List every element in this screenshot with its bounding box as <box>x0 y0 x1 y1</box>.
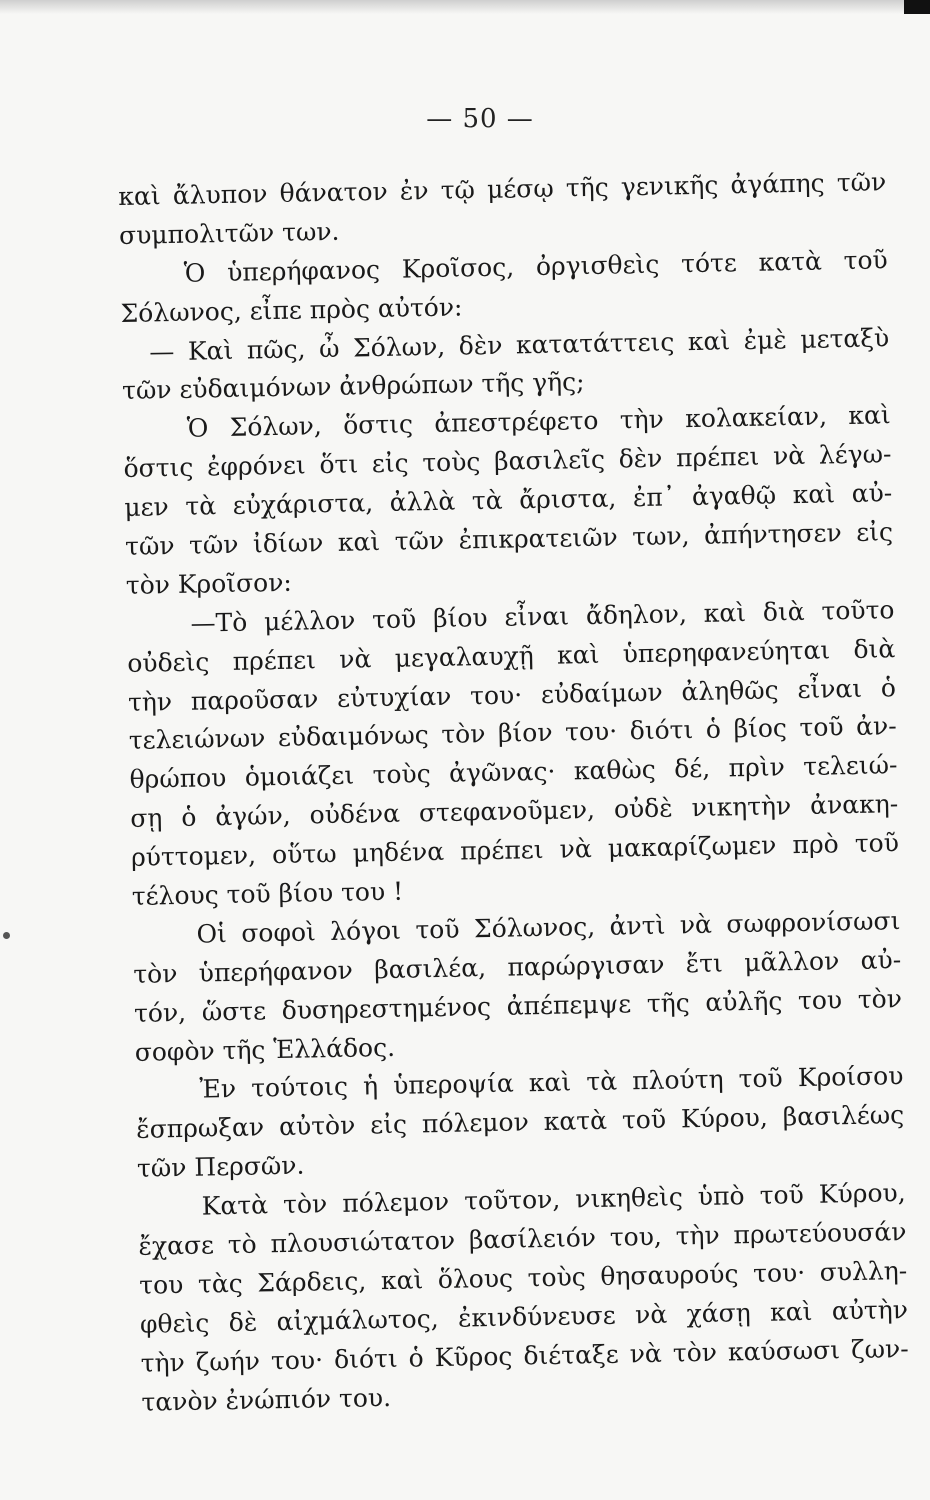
text-line: σῃ ὁ ἀγών, οὐδένα στεφανοῦμεν, οὐδὲ νικητὴν ἀνακη- <box>130 789 899 834</box>
text-line: τῶν εὐδαιμόνων ἀνθρώπων τῆς γῆς; <box>121 367 585 406</box>
text-line: Οἱ σοφοὶ λόγοι τοῦ Σόλωνος, ἀντὶ νὰ σωφρονίσωσι <box>196 906 901 949</box>
body-text <box>118 163 910 1422</box>
text-line: Ἐν τούτοις ἡ ὑπεροψία καὶ τὰ πλούτη τοῦ Κροίσου <box>199 1061 904 1105</box>
text-line: φθεὶς δὲ αἰχμάλωτος, ἐκινδύνευσε νὰ χάσῃ καὶ αὐτὴν <box>139 1294 909 1339</box>
text-line: τῶν Περσῶν. <box>136 1150 305 1184</box>
text-line: τέλους τοῦ βίου του ! <box>131 876 404 911</box>
text-line: τὸν ὑπερήφανον βασιλέα, παρώργισαν ἔτι μᾶλλον αὐ- <box>133 944 902 989</box>
text-line: τελειώνων εὐδαιμόνως τὸν βίον του· διότι ὁ βίος τοῦ ἀν- <box>128 711 897 756</box>
text-line: συμπολιτῶν των. <box>118 216 340 250</box>
scan-corner-mark <box>904 0 930 14</box>
text-line: Σόλωνος, εἶπε πρὸς αὐτόν: <box>120 292 463 328</box>
text-line: τῶν τῶν ἰδίων καὶ τῶν ἐπικρατειῶν των, ἀπήντησεν εἰς <box>124 517 894 561</box>
text-line: —Τὸ μέλλον τοῦ βίου εἶναι ἄδηλον, καὶ διὰ τοῦτο <box>190 594 895 638</box>
text-line: Ὁ ὑπερήφανος Κροῖσος, ὀργισθεὶς τότε κατὰ τοῦ <box>183 245 888 288</box>
text-line: καὶ ἄλυπον θάνατον ἐν τῷ μέσῳ τῆς γενικῆς ἀγάπης τῶν <box>118 167 887 211</box>
text-line: τόν, ὥστε δυσηρεστημένος ἀπέπεμψε τῆς αὐλῆς του τὸν <box>133 983 903 1028</box>
text-line: ἔχασε τὸ πλουσιώτατον βασίλειόν του, τὴν πρωτεύουσάν <box>138 1217 907 1261</box>
text-line: τὴν ζωήν του· διότι ὁ Κῦρος διέταξε νὰ τὸν καύσωσι ζων- <box>140 1333 909 1378</box>
text-line: μεν τὰ εὐχάριστα, ἀλλὰ τὰ ἄριστα, ἐπ᾽ ἀγαθῷ καὶ αὐ- <box>124 478 893 523</box>
page-top-edge <box>0 0 930 14</box>
speck <box>3 932 10 939</box>
page-number: — 50 — <box>426 104 534 134</box>
text-line: τανὸν ἐνώπιόν του. <box>141 1382 392 1417</box>
text-line: οὐδεὶς πρέπει νὰ μεγαλαυχῇ καὶ ὑπερηφανεύηται διὰ <box>127 633 896 678</box>
text-line: ὅστις ἐφρόνει ὅτι εἰς τοὺς βασιλεῖς δὲν πρέπει νὰ λέγω- <box>123 439 892 484</box>
text-line: σοφὸν τῆς Ἑλλάδος. <box>134 1032 396 1067</box>
text-line: του τὰς Σάρδεις, καὶ ὅλους τοὺς θησαυρούς του· συλλη- <box>138 1255 908 1300</box>
text-line: τὸν Κροῖσον: <box>125 567 293 600</box>
text-line: Ὁ Σόλων, ὅστις ἀπεστρέφετο τὴν κολακείαν, καὶ <box>186 400 891 444</box>
text-line: ρύττομεν, οὕτω μηδένα πρέπει νὰ μακαρίζωμεν πρὸ τοῦ <box>130 828 900 873</box>
text-line: — Καὶ πῶς, ὦ Σόλων, δὲν κατατάττεις καὶ ἐμὲ μεταξὺ <box>149 322 890 366</box>
text-line: θρώπου ὁμοιάζει τοὺς ἀγῶνας· καθὼς δέ, πρὶν τελειώ- <box>129 750 898 795</box>
text-line: Κατὰ τὸν πόλεμον τοῦτον, νικηθεὶς ὑπὸ τοῦ Κύρου, <box>201 1178 906 1221</box>
text-line: ἔσπρωξαν αὐτὸν εἰς πόλεμον κατὰ τοῦ Κύρου, βασιλέως <box>135 1100 905 1145</box>
text-line: τὴν παροῦσαν εὐτυχίαν του· εὐδαίμων ἀληθῶς εἶναι ὁ <box>127 672 897 717</box>
